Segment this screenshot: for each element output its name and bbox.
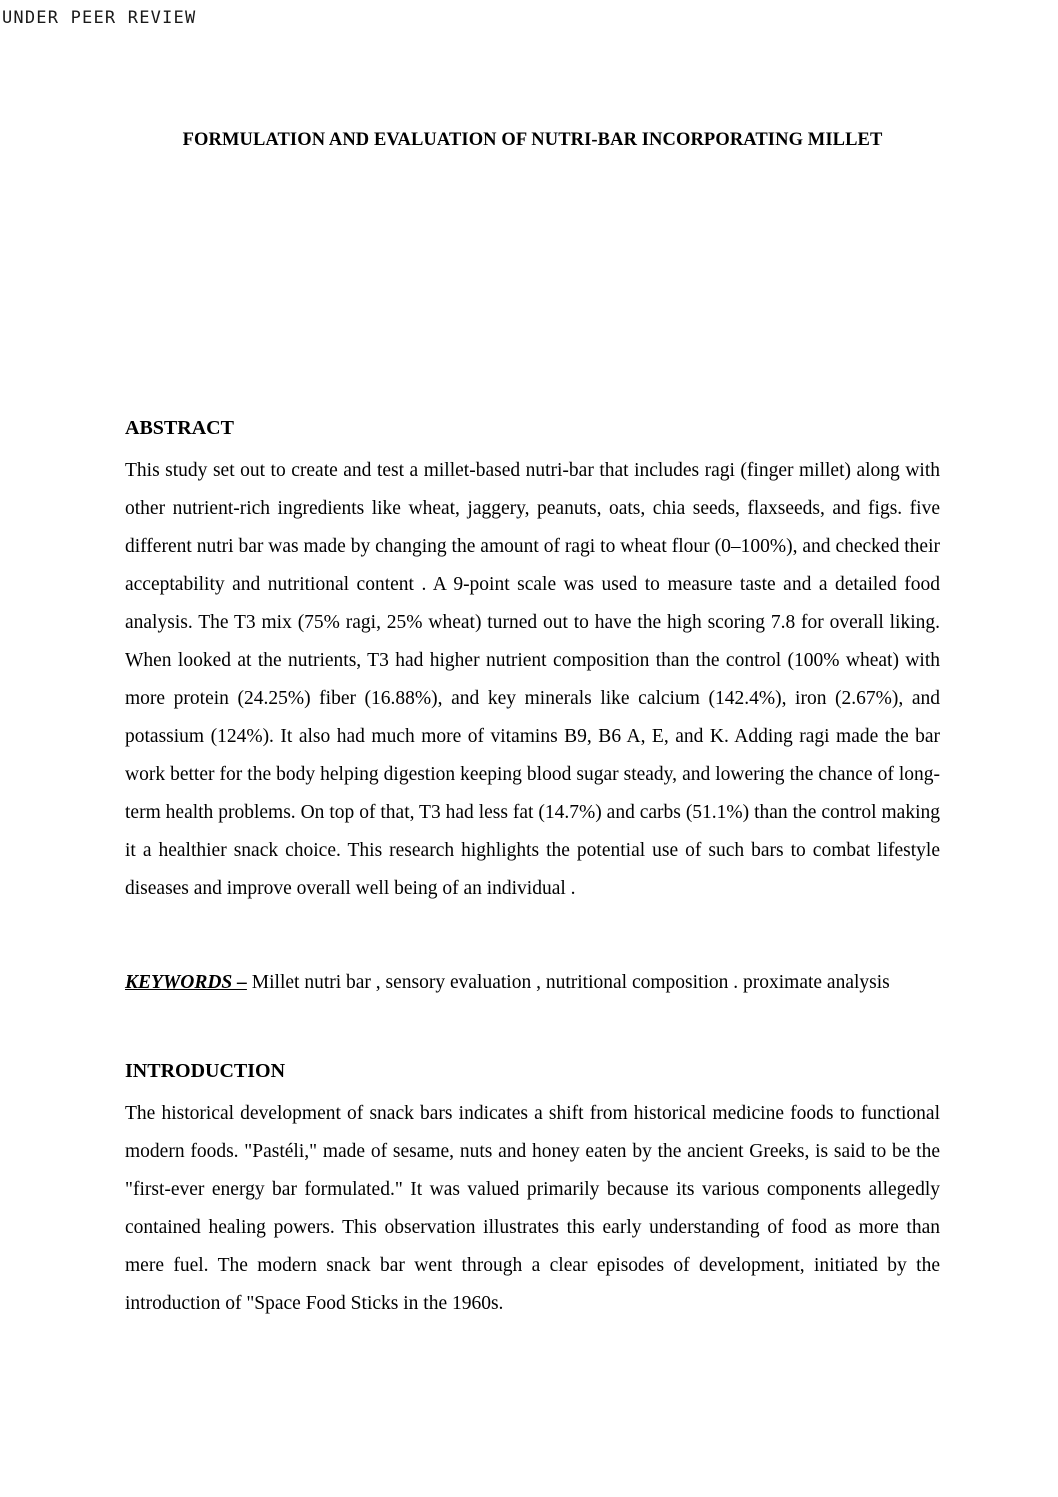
introduction-text: The historical development of snack bars indicates a shift from historical medicine foods to functional modern foods. "Pastéli," made of sesame, nuts and honey eaten by the ancient Greeks, is said to be the "first-ever energy bar formulated." It was valued primarily because its various components allegedly contained healing powers. This observation illustrates this early understanding of food as more than mere fuel. The modern snack bar went through a clear episodes of development, initiated by the introduction of "Space Food Sticks in the 1960s.	[125, 1103, 940, 1315]
abstract-text: This study set out to create and test a millet-based nutri-bar that includes ragi (finger millet) along with other nutrient-rich ingredients like wheat, jaggery, peanuts, oats, chia seeds, flaxseeds, and figs. five different nutri bar was made by changing the amount of ragi to wheat flour (0–100%), and checked their acceptability and nutritional content . A 9-point scale was used to measure taste and a detailed food analysis. The T3 mix (75% ragi, 25% wheat) turned out to have the high scoring 7.8 for overall liking. When looked at the nutrients, T3 had higher nutrient composition than the control (100% wheat) with more protein (24.25%) fiber (16.88%), and key minerals like calcium (142.4%), iron (2.67%), and potassium (124%). It also had much more of vitamins B9, B6 A, E, and K. Adding ragi made the bar work better for the body helping digestion keeping blood sugar steady, and lowering the chance of long-term health problems. On top of that, T3 had less fat (14.7%) and carbs (51.1%) than the control making it a healthier snack choice. This research highlights the potential use of such bars to combat lifestyle diseases and improve overall well being of an individual .	[125, 460, 940, 900]
keywords-section	[125, 964, 940, 1002]
introduction-heading: INTRODUCTION	[125, 1060, 286, 1083]
keywords-label: KEYWORDS –	[125, 972, 247, 994]
abstract-heading: ABSTRACT	[125, 417, 234, 440]
page-title: FORMULATION AND EVALUATION OF NUTRI-BAR INCORPORATING MILLET	[182, 130, 883, 150]
keywords-text: Millet nutri bar , sensory evaluation , nutritional composition . proximate analysis	[246, 972, 890, 994]
introduction-section	[125, 1060, 940, 1323]
peer-review-watermark: UNDER PEER REVIEW	[2, 8, 197, 28]
document-content	[125, 0, 940, 1323]
keywords-paragraph	[125, 964, 940, 1002]
abstract-section	[125, 417, 940, 908]
